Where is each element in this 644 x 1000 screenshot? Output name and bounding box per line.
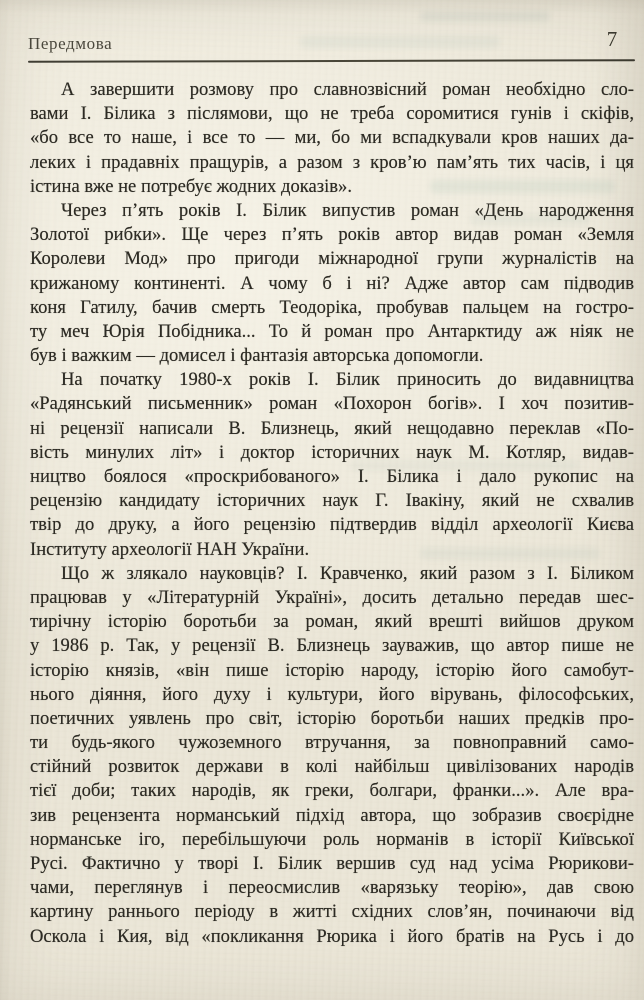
text-line: ту меч Юрія Побідника... То й роман про Антарктиду аж ніяк не: [30, 320, 634, 342]
text-line: картину раннього періоду в житті східних слов’ян, починаючи від: [30, 901, 634, 923]
text-line: «бо все то наше, і все то — ми, бо ми вспадкували кров наших да-: [30, 127, 634, 149]
text-line: нього діяння, його духу і культури, його вірувань, філософських,: [30, 683, 634, 705]
text-line: леких і прадавніх пращурів, а разом з кров’ю пам’ять тих часів, і ця: [30, 151, 634, 173]
text-line: Золотої рибки». Ще через п’ять років автор видав роман «Земля: [30, 224, 634, 246]
text-line: А завершити розмову про славнозвісний роман необхідно сло-: [61, 79, 634, 100]
text-line: Інституту археології НАН України.: [30, 538, 310, 560]
text-line: був і важким — домисел і фантазія авторська допомогли.: [30, 345, 484, 367]
running-header: Передмова: [28, 34, 113, 53]
text-line: твір до друку, а його рецензію підтвердив відділ археології Києва: [30, 514, 634, 536]
text-line: тієї доби; таких народів, як греки, болгари, франки...». Але вра-: [30, 780, 634, 802]
text-line: Оскола і Кия, від «покликання Рюрика і його братів на Русь і до: [30, 925, 634, 947]
text-line: крижаному континенті. А чому б і ні? Адже автор сам підводив: [30, 272, 634, 294]
page-number: 7: [606, 27, 618, 51]
text-line: стійний розвиток держави в колі найбільш цивілізованих народів: [30, 756, 634, 778]
text-line: Що ж злякало науковців? І. Кравченко, який разом з І. Біликом: [61, 562, 634, 584]
text-line: Через п’ять років І. Білик випустив роман «День народження: [61, 199, 634, 221]
text-line: На початку 1980-х років І. Білик приносить до видавництва: [61, 369, 634, 391]
text-line: у 1986 р. Так, у рецензії В. Близнець зауважив, що автор пише не: [30, 635, 634, 657]
text-line: коня Гатилу, бачив смерть Теодоріка, пробував пальцем на гостро-: [30, 296, 634, 318]
text-line: Королеви Мод» про пригоди міжнародної групи журналістів на: [30, 248, 634, 270]
text-line: вами І. Білика з післямови, що не треба соромитися гунів і скіфів,: [30, 103, 634, 125]
header-rule: [28, 59, 635, 63]
text-line: чами, переглянув і переосмислив «варязьку теорію», дав свою: [30, 877, 634, 899]
text-line: «Радянський письменник» роман «Похорон богів». І хоч позитив-: [30, 393, 634, 415]
text-line: ництво боялося «проскрибованого» І. Білика і дало рукопис на: [30, 466, 634, 487]
text-line: норманське іго, перебільшуючи роль норманів в історії Київської: [30, 828, 634, 850]
text-line: рецензію кандидату історичних наук Г. Івакіну, який не схвалив: [30, 490, 634, 512]
text-line: працював у «Літературній Україні», досить детально передав шес-: [30, 586, 634, 608]
text-line: ні рецензії написали В. Близнець, який нещодавно переклав «По-: [30, 417, 634, 439]
scan-show-through: [420, 12, 550, 21]
paragraph: [30, 562, 634, 949]
text-line: поетичних уявлень про світ, історію боротьби наших предків про-: [30, 707, 634, 729]
paragraph: [30, 199, 634, 368]
paragraph: [30, 78, 634, 199]
text-line: Русі. Фактично у творі І. Білик вершив суд над усіма Рюрикови-: [30, 853, 634, 874]
text-line: зив рецензента норманський підхід автора, що зобразив своєрідне: [30, 804, 634, 826]
text-line: ти будь-якого чужоземного втручання, за повноправний само-: [30, 732, 634, 754]
text-line: вість минулих літ» і доктор історичних наук М. Котляр, видав-: [30, 441, 634, 463]
text-line: істина вже не потребує жодних доказів».: [30, 175, 352, 197]
text-line: історію князів, «він пише історію народу, історію його самобут-: [30, 659, 634, 681]
text-line: тирічну історію боротьби за роман, який врешті вийшов друком: [30, 611, 634, 633]
body-text: [30, 78, 634, 949]
scan-show-through: [300, 36, 500, 48]
paragraph: [30, 368, 634, 562]
